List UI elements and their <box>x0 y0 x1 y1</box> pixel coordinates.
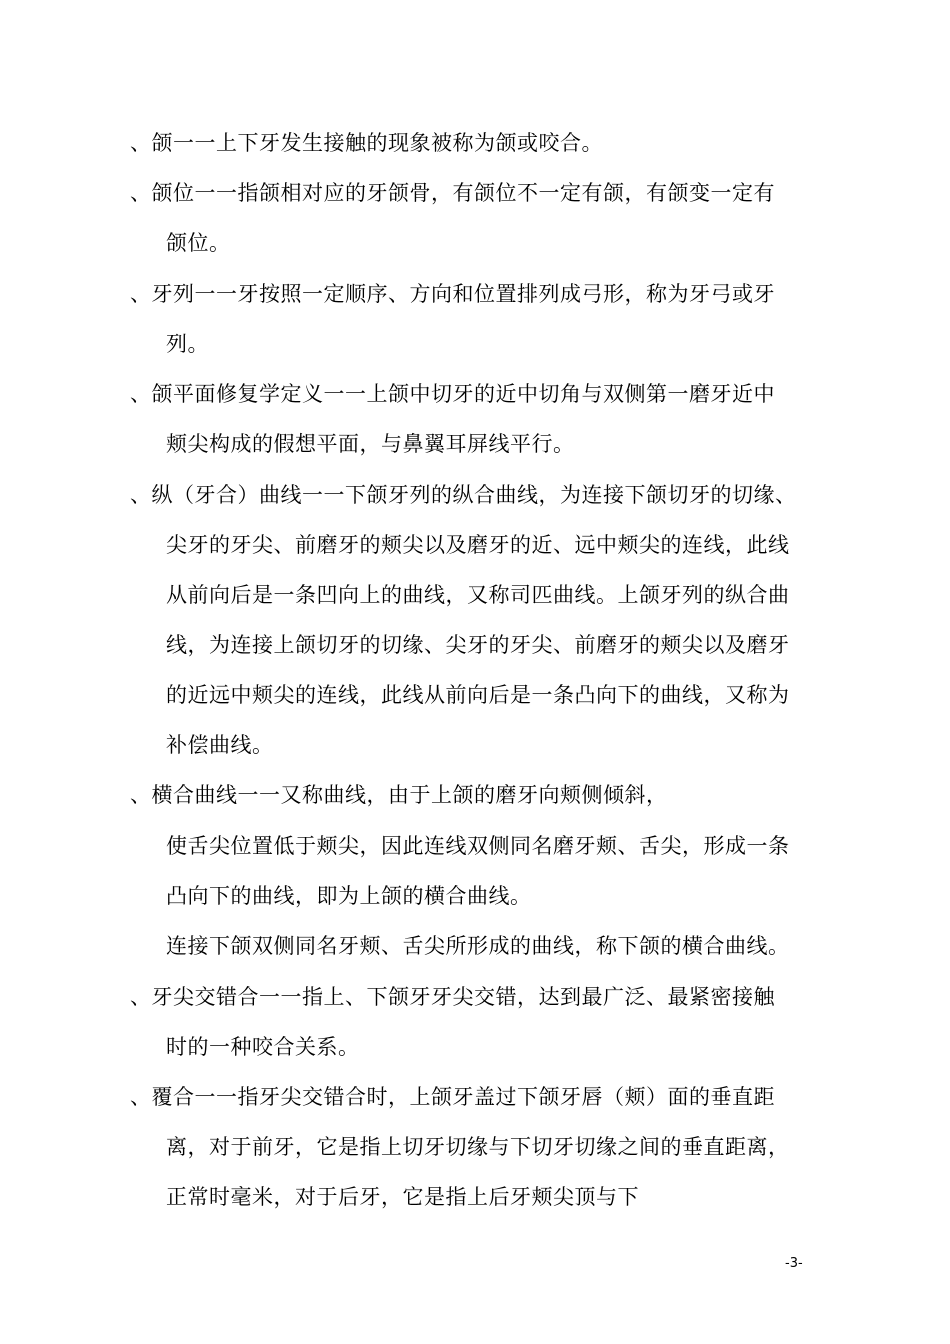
entry-3-line-2: 列。 <box>166 332 209 356</box>
entry-6-line-1: 、横合曲线一一又称曲线，由于上颌的磨牙向颊侧倾斜， <box>130 783 668 807</box>
page-number: -3- <box>785 1256 803 1271</box>
entry-5-line-1: 、纵（牙合）曲线一一下颌牙列的纵合曲线，为连接下颌切牙的切缘、 <box>130 483 797 507</box>
entry-3-line-1: 、牙列一一牙按照一定顺序、方向和位置排列成弓形，称为牙弓或牙 <box>130 282 775 306</box>
entry-5-line-3: 从前向后是一条凹向上的曲线，又称司匹曲线。上颌牙列的纵合曲 <box>166 583 790 607</box>
entry-5-line-6: 补偿曲线。 <box>166 733 274 757</box>
entry-6-line-4: 连接下颌双侧同名牙颊、舌尖所形成的曲线，称下颌的横合曲线。 <box>166 934 790 958</box>
entry-8-line-3: 正常时毫米，对于后牙，它是指上后牙颊尖顶与下 <box>166 1185 639 1209</box>
entry-1-line-1: 、颌一一上下牙发生接触的现象被称为颌或咬合。 <box>130 131 603 155</box>
entry-5-line-2: 尖牙的牙尖、前磨牙的颊尖以及磨牙的近、远中颊尖的连线，此线 <box>166 533 790 557</box>
entry-5-line-5: 的近远中颊尖的连线，此线从前向后是一条凸向下的曲线，又称为 <box>166 683 790 707</box>
entry-8-line-1: 、覆合一一指牙尖交错合时，上颌牙盖过下颌牙唇（颊）面的垂直距 <box>130 1085 775 1109</box>
entry-4-line-1: 、颌平面修复学定义一一上颌中切牙的近中切角与双侧第一磨牙近中 <box>130 382 775 406</box>
entry-8-line-2: 离，对于前牙，它是指上切牙切缘与下切牙切缘之间的垂直距离， <box>166 1135 790 1159</box>
entry-2-line-1: 、颌位一一指颌相对应的牙颌骨，有颌位不一定有颌，有颌变一定有 <box>130 181 775 205</box>
entry-6-line-3: 凸向下的曲线，即为上颌的横合曲线。 <box>166 884 532 908</box>
entry-7-line-2: 时的一种咬合关系。 <box>166 1035 360 1059</box>
entry-5-line-4: 线，为连接上颌切牙的切缘、尖牙的牙尖、前磨牙的颊尖以及磨牙 <box>166 633 790 657</box>
entry-6-line-2: 使舌尖位置低于颊尖，因此连线双侧同名磨牙颊、舌尖，形成一条 <box>166 834 790 858</box>
entry-2-line-2: 颌位。 <box>166 231 231 255</box>
entry-7-line-1: 、牙尖交错合一一指上、下颌牙牙尖交错，达到最广泛、最紧密接触 <box>130 985 775 1009</box>
entry-4-line-2: 颊尖构成的假想平面，与鼻翼耳屏线平行。 <box>166 432 575 456</box>
